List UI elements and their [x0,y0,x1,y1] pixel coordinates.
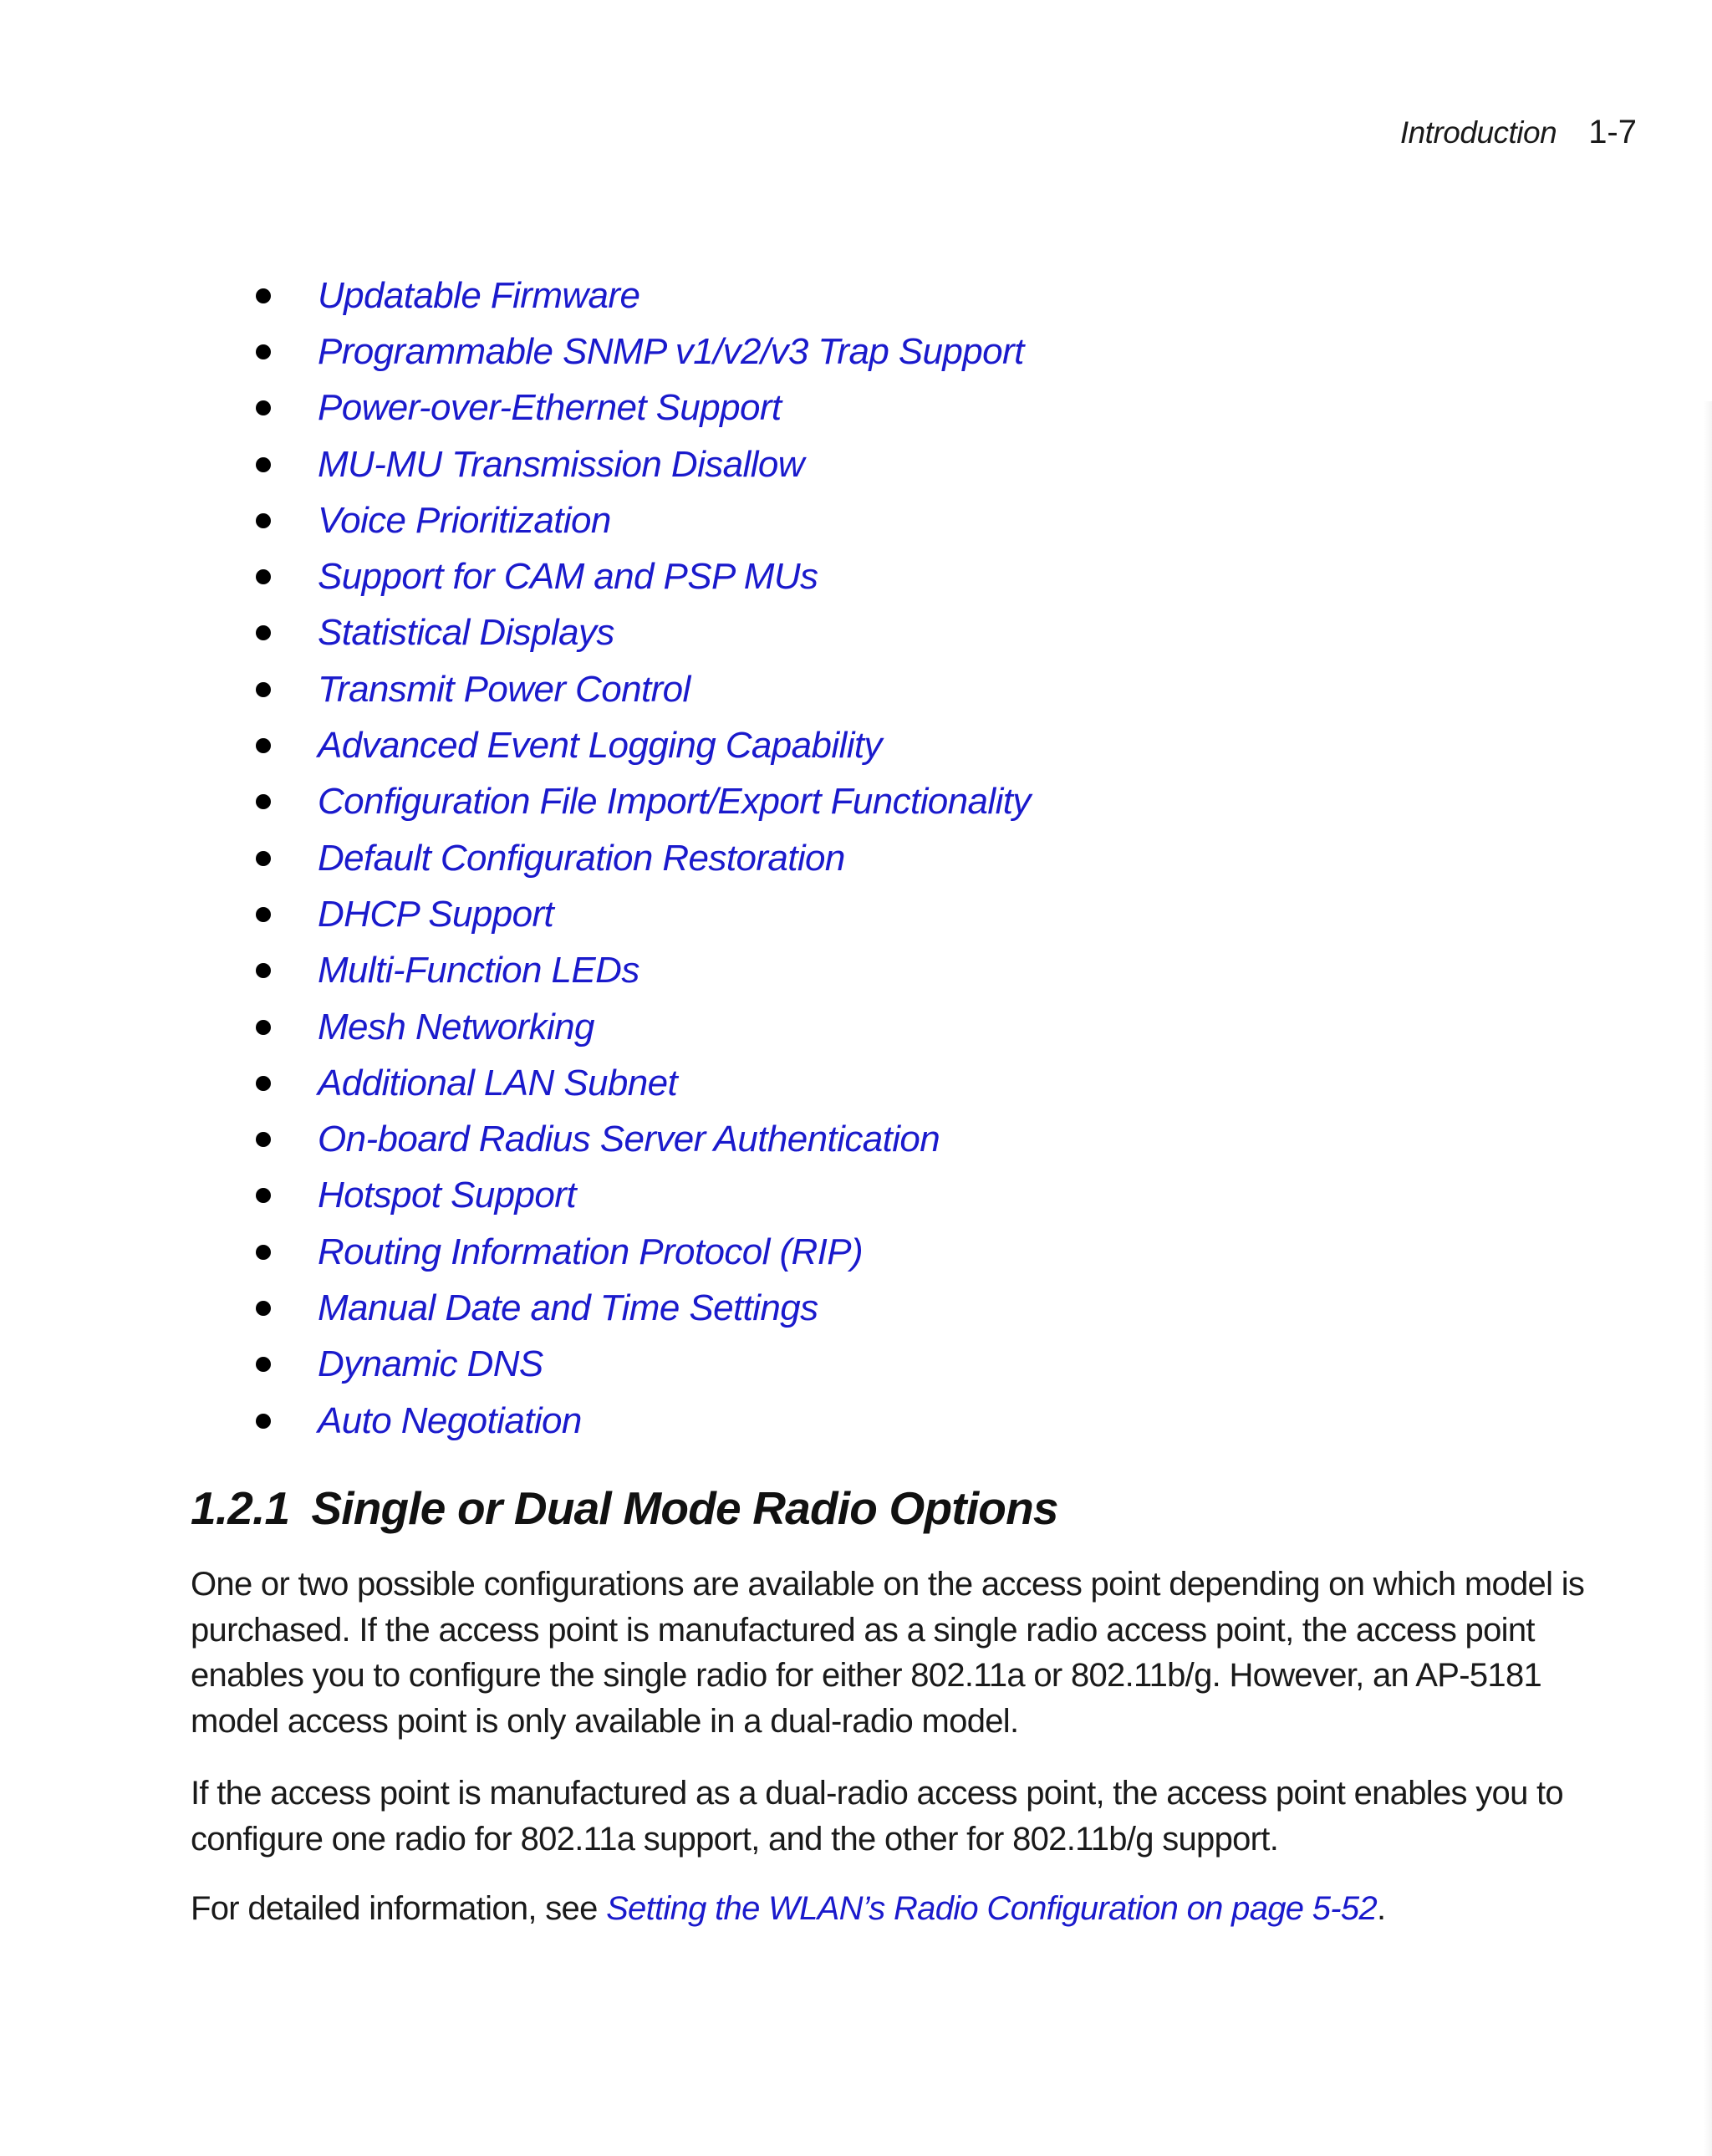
feature-link-mesh-networking[interactable]: Mesh Networking [318,1006,594,1047]
feature-link-date-time-settings[interactable]: Manual Date and Time Settings [318,1287,818,1328]
header-section-name: Introduction [1399,115,1557,150]
bullet-icon [256,344,271,359]
feature-link-radius-server-auth[interactable]: On-board Radius Server Authentication [318,1119,940,1160]
feature-link-dynamic-dns[interactable]: Dynamic DNS [318,1343,543,1385]
bullet-icon [256,1076,271,1091]
bullet-icon [256,1357,271,1372]
feature-link-default-config-restoration[interactable]: Default Configuration Restoration [318,837,845,879]
bullet-icon [256,738,271,753]
bullet-icon [256,625,271,640]
bullet-icon [256,794,271,809]
paragraph-dual-radio: If the access point is manufactured as a dual-radio access point, the access point enables you to configure one radio for 802.11a support, and the other for 802.11b/g support. [191,1775,1563,1858]
feature-link-snmp-trap-support[interactable]: Programmable SNMP v1/v2/v3 Trap Support [318,330,1024,372]
feature-link-cam-psp-support[interactable]: Support for CAM and PSP MUs [318,556,818,598]
feature-link-updatable-firmware[interactable]: Updatable Firmware [318,274,640,316]
feature-link-dhcp-support[interactable]: DHCP Support [318,893,554,935]
feature-link-transmit-power-control[interactable]: Transmit Power Control [318,668,690,710]
feature-link-voice-prioritization[interactable]: Voice Prioritization [318,499,611,541]
bullet-icon [256,1188,271,1203]
feature-link-auto-negotiation[interactable]: Auto Negotiation [318,1399,582,1441]
feature-link-statistical-displays[interactable]: Statistical Displays [318,612,614,654]
feature-link-multi-function-leds[interactable]: Multi-Function LEDs [318,950,639,991]
feature-link-config-import-export[interactable]: Configuration File Import/Export Functionality [318,781,1031,823]
see-also-prefix: For detailed information, see [191,1890,607,1927]
section-number: 1.2.1 [191,1482,290,1534]
bullet-icon [256,513,271,528]
feature-link-mu-mu-transmission[interactable]: MU-MU Transmission Disallow [318,443,804,485]
bullet-icon [256,851,271,866]
feature-link-hotspot-support[interactable]: Hotspot Support [318,1175,576,1216]
radio-configuration-link[interactable]: Setting the WLAN’s Radio Configuration on page 5-52 [606,1890,1377,1927]
bullet-icon [256,963,271,978]
bullet-icon [256,1301,271,1316]
bullet-icon [256,569,271,584]
see-also-suffix: . [1377,1890,1386,1927]
header-page-number: 1-7 [1588,114,1637,150]
bullet-icon [256,288,271,303]
running-header [1400,114,1637,151]
bullet-icon [256,682,271,697]
bullet-icon [256,1132,271,1147]
bullet-icon [256,1020,271,1035]
section-heading [191,1481,1058,1535]
bullet-icon [256,457,271,472]
bullet-icon [256,1414,271,1429]
feature-link-power-over-ethernet[interactable]: Power-over-Ethernet Support [318,387,782,429]
feature-link-event-logging[interactable]: Advanced Event Logging Capability [318,725,882,767]
bullet-icon [256,400,271,415]
paragraph-see-also [191,1886,1612,1932]
page-edge-shade [1704,401,1712,2156]
section-title: Single or Dual Mode Radio Options [311,1482,1058,1534]
feature-link-rip[interactable]: Routing Information Protocol (RIP) [318,1231,864,1272]
bullet-icon [256,907,271,922]
bullet-icon [256,1245,271,1260]
feature-link-additional-lan-subnet[interactable]: Additional LAN Subnet [318,1062,678,1103]
paragraph-radio-configurations: One or two possible configurations are available on the access point depending on which model is purchased. If the access point is manufactured as a single radio access point, the access point enables you to configure the single radio for either 802.11a or 802.11b/g. However, an AP-5181 model access point is only available in a dual-radio model. [191,1566,1585,1740]
